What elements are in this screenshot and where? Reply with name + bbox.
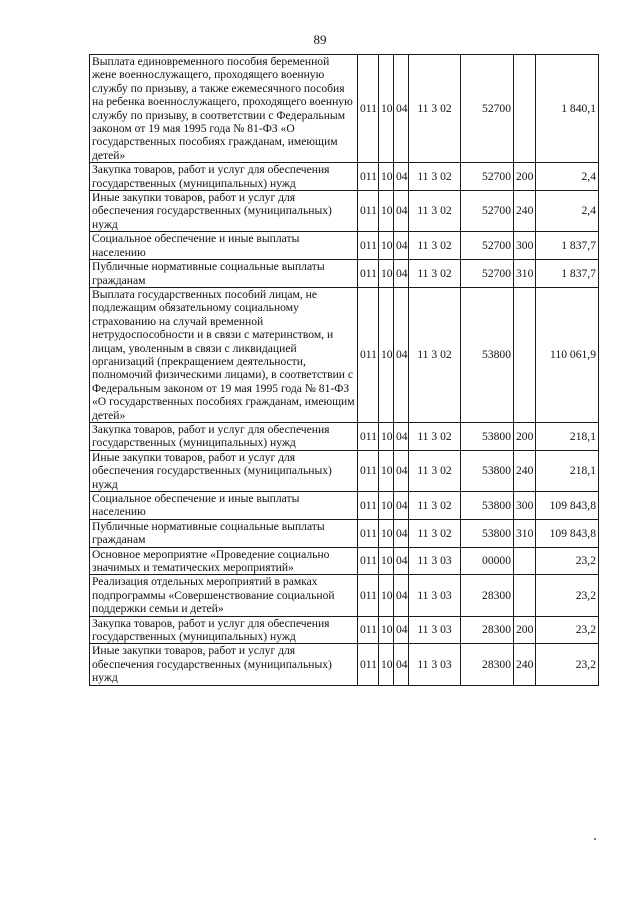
expense-direction-cell: 53800 <box>461 519 514 547</box>
target-article-cell: 11 3 02 <box>409 519 461 547</box>
expense-type-cell: 240 <box>514 191 536 232</box>
table-row <box>90 644 599 685</box>
row-name-cell: Основное мероприятие «Проведение социально значимых и тематических мероприятий» <box>90 547 358 575</box>
target-article-cell: 11 3 02 <box>409 422 461 450</box>
subsection-code-cell: 04 <box>394 260 409 288</box>
expense-direction-cell: 28300 <box>461 575 514 616</box>
subsection-code-cell: 04 <box>394 644 409 685</box>
row-name-cell: Выплата государственных пособий лицам, не подлежащим обязательному социальному страхованию на случай временной нетрудоспособности и в связи с материнством, и лицам, уволенным в связи с ликвидацией организаций (прекращением деятельности, полномочий физическими лицами), в соответствии с Федеральным законом от 19 мая 1995 года № 81-ФЗ «О государственных пособиях гражданам, имеющим детей» <box>90 287 358 422</box>
section-code-cell: 10 <box>379 616 394 644</box>
row-name-cell: Публичные нормативные социальные выплаты гражданам <box>90 260 358 288</box>
row-name-cell: Иные закупки товаров, работ и услуг для обеспечения государственных (муниципальных) нужд <box>90 191 358 232</box>
row-name-cell: Социальное обеспечение и иные выплаты населению <box>90 232 358 260</box>
amount-cell: 1 837,7 <box>536 232 599 260</box>
section-code-cell: 10 <box>379 55 394 163</box>
grbs-code-cell: 011 <box>358 547 379 575</box>
row-name-cell: Иные закупки товаров, работ и услуг для обеспечения государственных (муниципальных) нужд <box>90 644 358 685</box>
expense-direction-cell: 52700 <box>461 55 514 163</box>
amount-cell: 218,1 <box>536 422 599 450</box>
row-name-cell: Социальное обеспечение и иные выплаты населению <box>90 492 358 520</box>
section-code-cell: 10 <box>379 232 394 260</box>
expense-direction-cell: 00000 <box>461 547 514 575</box>
table-row <box>90 232 599 260</box>
expense-type-cell: 200 <box>514 422 536 450</box>
grbs-code-cell: 011 <box>358 575 379 616</box>
subsection-code-cell: 04 <box>394 575 409 616</box>
expense-direction-cell: 53800 <box>461 422 514 450</box>
grbs-code-cell: 011 <box>358 519 379 547</box>
grbs-code-cell: 011 <box>358 422 379 450</box>
table-row <box>90 163 599 191</box>
subsection-code-cell: 04 <box>394 163 409 191</box>
table-row <box>90 191 599 232</box>
expense-type-cell <box>514 575 536 616</box>
table-row <box>90 55 599 163</box>
section-code-cell: 10 <box>379 191 394 232</box>
section-code-cell: 10 <box>379 450 394 491</box>
row-name-cell: Закупка товаров, работ и услуг для обеспечения государственных (муниципальных) нужд <box>90 163 358 191</box>
expense-type-cell <box>514 287 536 422</box>
expense-direction-cell: 28300 <box>461 616 514 644</box>
target-article-cell: 11 3 02 <box>409 191 461 232</box>
target-article-cell: 11 3 03 <box>409 575 461 616</box>
subsection-code-cell: 04 <box>394 547 409 575</box>
expense-type-cell: 200 <box>514 163 536 191</box>
expense-type-cell: 200 <box>514 616 536 644</box>
subsection-code-cell: 04 <box>394 191 409 232</box>
expense-type-cell <box>514 547 536 575</box>
target-article-cell: 11 3 02 <box>409 232 461 260</box>
expense-type-cell: 240 <box>514 450 536 491</box>
table-row <box>90 616 599 644</box>
target-article-cell: 11 3 02 <box>409 450 461 491</box>
grbs-code-cell: 011 <box>358 191 379 232</box>
row-name-cell: Публичные нормативные социальные выплаты гражданам <box>90 519 358 547</box>
expense-type-cell: 310 <box>514 260 536 288</box>
amount-cell: 2,4 <box>536 191 599 232</box>
row-name-cell: Выплата единовременного пособия беременной жене военнослужащего, проходящего военную службу по призыву, а также ежемесячного пособия на ребенка военнослужащего, проходящего военную службу по призыву, в соответствии с Федеральным законом от 19 мая 1995 года № 81-ФЗ «О государственных пособиях гражданам, имеющим детей» <box>90 55 358 163</box>
expense-direction-cell: 53800 <box>461 450 514 491</box>
row-name-cell: Закупка товаров, работ и услуг для обеспечения государственных (муниципальных) нужд <box>90 616 358 644</box>
subsection-code-cell: 04 <box>394 287 409 422</box>
expense-type-cell: 310 <box>514 519 536 547</box>
grbs-code-cell: 011 <box>358 450 379 491</box>
budget-table-body <box>90 55 599 686</box>
expense-direction-cell: 53800 <box>461 492 514 520</box>
amount-cell: 109 843,8 <box>536 519 599 547</box>
grbs-code-cell: 011 <box>358 260 379 288</box>
amount-cell: 109 843,8 <box>536 492 599 520</box>
section-code-cell: 10 <box>379 492 394 520</box>
section-code-cell: 10 <box>379 575 394 616</box>
amount-cell: 1 840,1 <box>536 55 599 163</box>
grbs-code-cell: 011 <box>358 492 379 520</box>
subsection-code-cell: 04 <box>394 232 409 260</box>
table-row <box>90 260 599 288</box>
expense-type-cell: 300 <box>514 232 536 260</box>
target-article-cell: 11 3 03 <box>409 616 461 644</box>
amount-cell: 110 061,9 <box>536 287 599 422</box>
subsection-code-cell: 04 <box>394 55 409 163</box>
target-article-cell: 11 3 02 <box>409 260 461 288</box>
row-name-cell: Закупка товаров, работ и услуг для обеспечения государственных (муниципальных) нужд <box>90 422 358 450</box>
table-row <box>90 492 599 520</box>
table-row <box>90 422 599 450</box>
grbs-code-cell: 011 <box>358 232 379 260</box>
target-article-cell: 11 3 03 <box>409 547 461 575</box>
section-code-cell: 10 <box>379 260 394 288</box>
subsection-code-cell: 04 <box>394 519 409 547</box>
section-code-cell: 10 <box>379 422 394 450</box>
section-code-cell: 10 <box>379 519 394 547</box>
page-number: 89 <box>313 32 327 47</box>
subsection-code-cell: 04 <box>394 450 409 491</box>
expense-type-cell: 300 <box>514 492 536 520</box>
amount-cell: 23,2 <box>536 575 599 616</box>
amount-cell: 2,4 <box>536 163 599 191</box>
target-article-cell: 11 3 02 <box>409 287 461 422</box>
expense-direction-cell: 52700 <box>461 260 514 288</box>
table-row <box>90 287 599 422</box>
amount-cell: 23,2 <box>536 644 599 685</box>
target-article-cell: 11 3 02 <box>409 55 461 163</box>
expense-direction-cell: 52700 <box>461 191 514 232</box>
grbs-code-cell: 011 <box>358 287 379 422</box>
budget-table <box>89 54 599 686</box>
subsection-code-cell: 04 <box>394 616 409 644</box>
section-code-cell: 10 <box>379 163 394 191</box>
table-row <box>90 519 599 547</box>
section-code-cell: 10 <box>379 547 394 575</box>
grbs-code-cell: 011 <box>358 644 379 685</box>
section-code-cell: 10 <box>379 644 394 685</box>
grbs-code-cell: 011 <box>358 163 379 191</box>
table-row <box>90 575 599 616</box>
table-row <box>90 547 599 575</box>
target-article-cell: 11 3 02 <box>409 492 461 520</box>
amount-cell: 23,2 <box>536 547 599 575</box>
expense-direction-cell: 52700 <box>461 163 514 191</box>
subsection-code-cell: 04 <box>394 492 409 520</box>
table-row <box>90 450 599 491</box>
amount-cell: 23,2 <box>536 616 599 644</box>
row-name-cell: Иные закупки товаров, работ и услуг для обеспечения государственных (муниципальных) нужд <box>90 450 358 491</box>
expense-type-cell: 240 <box>514 644 536 685</box>
amount-cell: 218,1 <box>536 450 599 491</box>
expense-direction-cell: 53800 <box>461 287 514 422</box>
scan-speck <box>594 838 596 840</box>
grbs-code-cell: 011 <box>358 55 379 163</box>
target-article-cell: 11 3 03 <box>409 644 461 685</box>
subsection-code-cell: 04 <box>394 422 409 450</box>
expense-direction-cell: 28300 <box>461 644 514 685</box>
row-name-cell: Реализация отдельных мероприятий в рамках подпрограммы «Совершенствование социальной поддержки семьи и детей» <box>90 575 358 616</box>
grbs-code-cell: 011 <box>358 616 379 644</box>
section-code-cell: 10 <box>379 287 394 422</box>
expense-direction-cell: 52700 <box>461 232 514 260</box>
amount-cell: 1 837,7 <box>536 260 599 288</box>
expense-type-cell <box>514 55 536 163</box>
target-article-cell: 11 3 02 <box>409 163 461 191</box>
